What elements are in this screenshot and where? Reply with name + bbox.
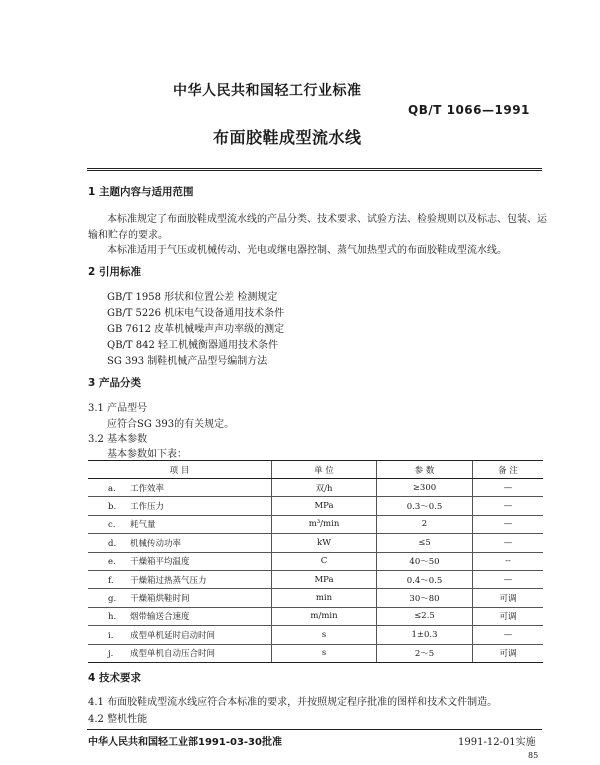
effective-date: 1991-12-01实施 (458, 737, 536, 748)
subsection-3-1-text: 应符合SG 393的有关规定。 (107, 419, 235, 430)
subsection-4-2: 4.2 整机性能 (88, 714, 148, 725)
item-name: 干燥箱烘鞋时间 (130, 594, 190, 605)
table-row (88, 626, 543, 644)
cell-parameter: 2～5 (377, 644, 473, 662)
cell-item (88, 479, 272, 497)
section-4-heading: 4 技术要求 (88, 672, 141, 684)
table-row (88, 552, 543, 570)
item-name: 成型单机自动压合时间 (130, 649, 216, 660)
section-3-heading: 3 产品分类 (88, 377, 141, 389)
reference-item: GB/T 5226 机床电气设备通用技术条件 (107, 308, 285, 319)
section-2-heading: 2 引用标准 (88, 266, 141, 278)
table-row (88, 607, 543, 625)
header-rule (87, 168, 542, 169)
cell-item (88, 497, 272, 515)
header-rule-secondary (87, 170, 542, 171)
cell-parameter: 30～80 (377, 589, 473, 607)
cell-item (88, 589, 272, 607)
table-row (88, 534, 543, 552)
cell-parameter: 0.4～0.5 (377, 570, 473, 588)
section-1-paragraph-1-line-1: 本标准规定了布面胶鞋成型流水线的产品分类、技术要求、试验方法、检验规则以及标志、包装、运 (107, 214, 547, 225)
header-item: 项 目 (88, 461, 272, 479)
item-name: 干燥箱平均温度 (130, 557, 190, 568)
cell-note: -- (473, 552, 544, 570)
reference-item: SG 393 制鞋机械产品型号编制方法 (107, 356, 268, 367)
item-name: 耗气量 (130, 520, 156, 531)
section-1-paragraph-2: 本标准适用于气压或机械传动、光电或继电器控制、蒸气加热型式的布面胶鞋成型流水线。 (107, 245, 507, 256)
item-letter: a. (108, 483, 116, 494)
table-row (88, 644, 543, 662)
cell-parameter: 2 (377, 515, 473, 533)
cell-item (88, 644, 272, 662)
subsection-4-1: 4.1 布面胶鞋成型流水线应符合本标准的要求，并按照规定程序批准的图样和技术文件制造。 (88, 697, 498, 708)
document-title: 布面胶鞋成型流水线 (213, 128, 362, 147)
cell-parameter: 40～50 (377, 552, 473, 570)
item-letter: h. (108, 612, 117, 623)
table-row (88, 497, 543, 515)
cell-unit: 双/h (272, 479, 377, 497)
cell-item (88, 515, 272, 533)
item-name: 工作压力 (130, 502, 165, 513)
approval-line: 中华人民共和国轻工业部1991-03-30批准 (88, 737, 282, 748)
table-row (88, 479, 543, 497)
header-parameter: 参 数 (377, 461, 473, 479)
cell-unit: MPa (272, 570, 377, 588)
page-number: 85 (528, 751, 539, 760)
cell-unit: s (272, 626, 377, 644)
cell-item (88, 570, 272, 588)
cell-parameter: ≥300 (377, 479, 473, 497)
cell-item (88, 626, 272, 644)
cell-note: 可调 (473, 607, 544, 625)
table-header-row (88, 461, 543, 479)
cell-item (88, 607, 272, 625)
standard-org-header: 中华人民共和国轻工行业标准 (173, 83, 362, 99)
cell-note: — (473, 515, 544, 533)
table-body (88, 479, 543, 663)
subsection-3-1-heading: 3.1 产品型号 (88, 403, 148, 414)
cell-item (88, 552, 272, 570)
reference-item: GB 7612 皮革机械噪声声功率级的测定 (107, 324, 285, 335)
cell-note: — (473, 497, 544, 515)
cell-note: 可调 (473, 644, 544, 662)
item-letter: i. (108, 630, 114, 641)
item-letter: j. (108, 649, 114, 660)
cell-unit: m³/min (272, 515, 377, 533)
subsection-3-2-heading: 3.2 基本参数 (88, 434, 148, 445)
cell-parameter: ≤5 (377, 534, 473, 552)
cell-item (88, 534, 272, 552)
item-name: 成型单机延时启动时间 (130, 630, 216, 641)
table-row (88, 570, 543, 588)
basic-parameters-table (88, 460, 543, 663)
item-name: 烟带输送合速度 (130, 612, 190, 623)
cell-unit: MPa (272, 497, 377, 515)
cell-note: 可调 (473, 589, 544, 607)
item-letter: g. (108, 594, 117, 605)
item-name: 机械传动功率 (130, 538, 182, 549)
cell-parameter: ≤2.5 (377, 607, 473, 625)
section-1-paragraph-1-line-2: 输和贮存的要求。 (88, 230, 168, 241)
header-unit: 单 位 (272, 461, 377, 479)
cell-unit: kW (272, 534, 377, 552)
table-row (88, 589, 543, 607)
table-row (88, 515, 543, 533)
cell-unit: min (272, 589, 377, 607)
cell-parameter: 0.3～0.5 (377, 497, 473, 515)
cell-unit: m/min (272, 607, 377, 625)
cell-note: — (473, 479, 544, 497)
cell-unit: s (272, 644, 377, 662)
item-letter: c. (108, 520, 116, 531)
reference-item: GB/T 1958 形状和位置公差 检测规定 (107, 292, 278, 303)
reference-item: QB/T 842 轻工机械衡器通用技术条件 (107, 340, 279, 351)
header-note: 备 注 (473, 461, 544, 479)
cell-unit: C (272, 552, 377, 570)
item-letter: d. (108, 538, 117, 549)
cell-note: — (473, 626, 544, 644)
item-name: 工作效率 (130, 483, 165, 494)
standard-number: QB/T 1066—1991 (408, 103, 530, 117)
item-letter: b. (108, 502, 117, 513)
item-name: 干燥箱过热蒸气压力 (130, 575, 207, 586)
item-letter: e. (108, 557, 116, 568)
cell-note: — (473, 570, 544, 588)
item-letter: f. (108, 575, 114, 586)
section-1-heading: 1 主题内容与适用范围 (88, 186, 194, 198)
footer-rule (87, 729, 542, 730)
subsection-3-2-text: 基本参数如下表： (107, 449, 187, 460)
cell-parameter: 1±0.3 (377, 626, 473, 644)
cell-note: — (473, 534, 544, 552)
